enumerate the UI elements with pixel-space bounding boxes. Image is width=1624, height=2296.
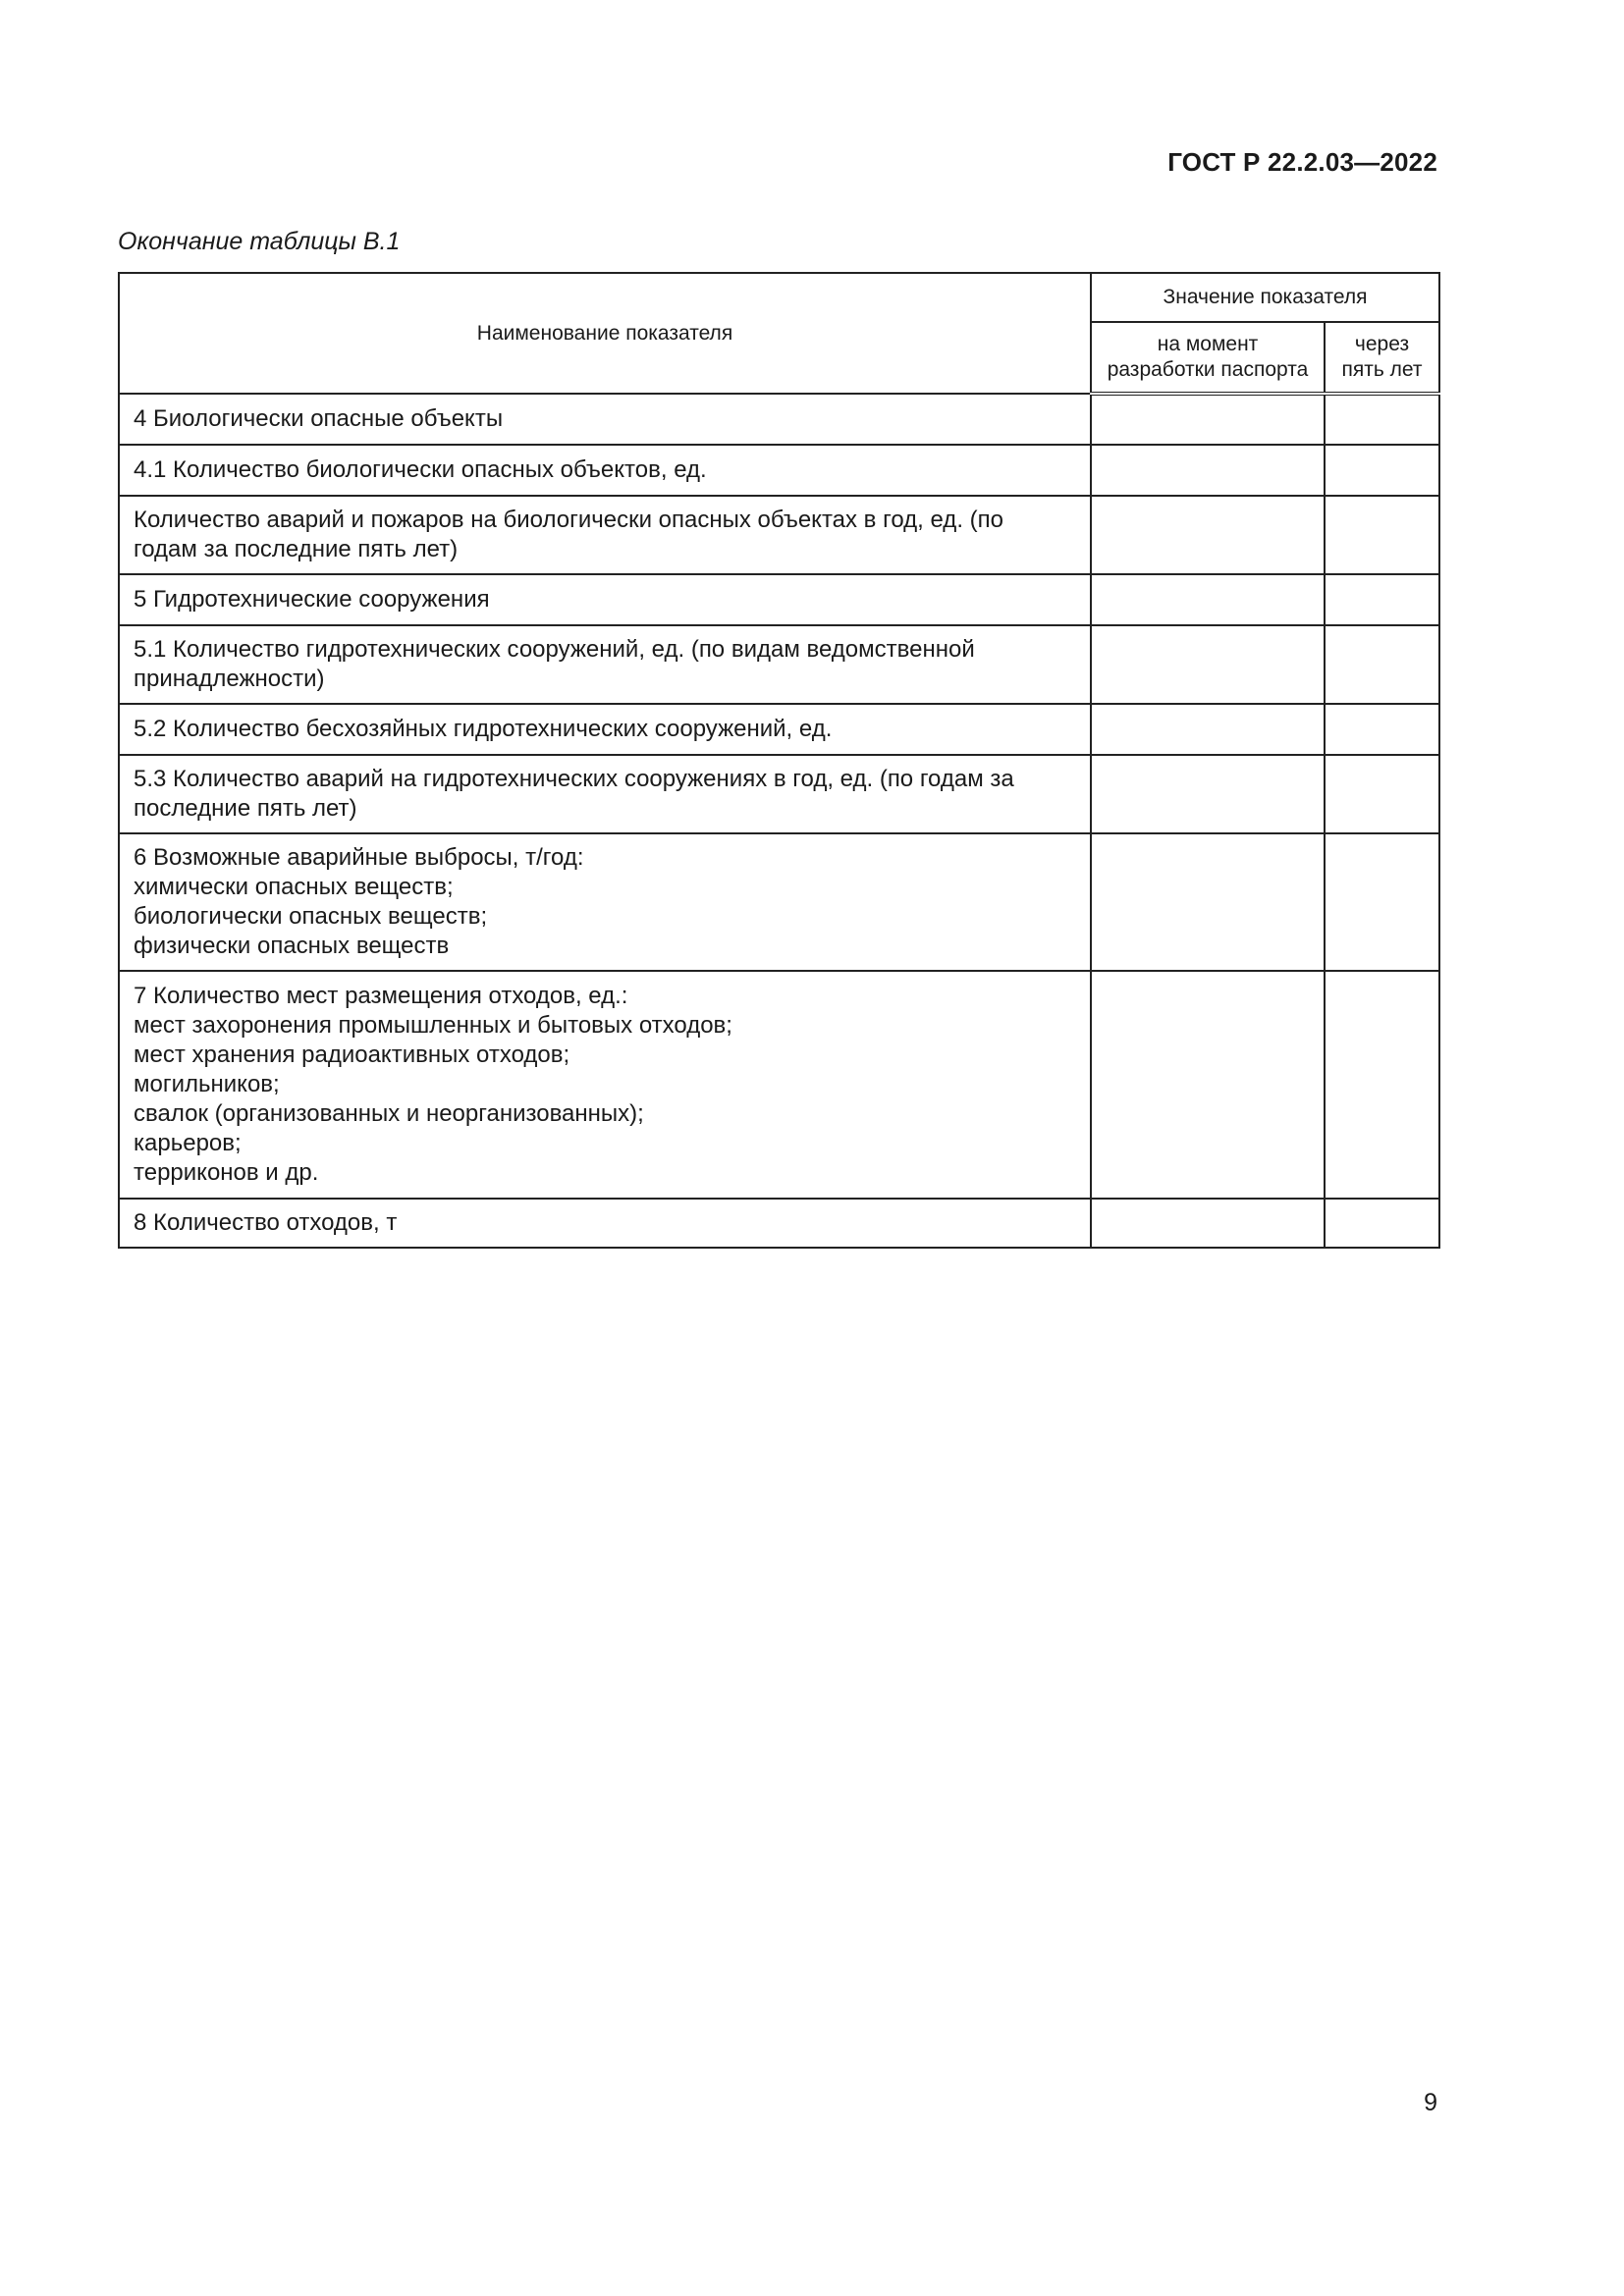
row-name-cell [119,971,1091,1199]
row-text-line: карьеров; [134,1130,242,1156]
row-text-line: мест хранения радиоактивных отходов; [134,1041,570,1068]
row-text-line: последние пять лет) [134,795,357,822]
table-row [119,574,1439,625]
value-cell-now [1091,971,1325,1199]
table-row [119,394,1439,445]
header-line: разработки паспорта [1107,358,1309,381]
row-name-cell [119,394,1091,445]
value-cell-now [1091,625,1325,704]
column-header-indicator-name: Наименование показателя [119,273,1091,394]
row-name-cell [119,1199,1091,1248]
document-code: ГОСТ Р 22.2.03—2022 [1167,147,1437,177]
row-text-line: 5.2 Количество бесхозяйных гидротехнических сооружений, ед. [134,716,833,742]
row-text-line: мест захоронения промышленных и бытовых отходов; [134,1012,732,1039]
value-cell-now [1091,833,1325,971]
row-text-line: химически опасных веществ; [134,874,454,900]
value-cell-now [1091,445,1325,496]
value-cell-now [1091,704,1325,755]
row-text-line: принадлежности) [134,666,325,692]
value-cell-five-years [1325,971,1439,1199]
row-text-line: свалок (организованных и неорганизованных); [134,1100,644,1127]
row-text-line: 7 Количество мест размещения отходов, ед.: [134,983,628,1009]
header-line: на момент [1157,333,1259,355]
value-cell-five-years [1325,496,1439,574]
value-cell-now [1091,1199,1325,1248]
row-name-cell [119,445,1091,496]
value-cell-five-years [1325,755,1439,833]
row-text-line: 5.3 Количество аварий на гидротехнических сооружениях в год, ед. (по годам за [134,766,1014,792]
table-row [119,833,1439,971]
row-text-line: 5 Гидротехнические сооружения [134,586,490,613]
row-text-line: физически опасных веществ [134,933,450,959]
table-row [119,625,1439,704]
row-text-line: биологически опасных веществ; [134,903,488,930]
table-row [119,755,1439,833]
row-text-line: 6 Возможные аварийные выбросы, т/год: [134,844,584,871]
value-cell-now [1091,755,1325,833]
value-cell-five-years [1325,445,1439,496]
table-caption: Окончание таблицы В.1 [118,228,401,255]
table-row [119,971,1439,1199]
value-cell-now [1091,394,1325,445]
header-line: через [1354,333,1410,355]
row-text-line: терриконов и др. [134,1159,319,1186]
row-name-cell [119,755,1091,833]
table-row [119,1199,1439,1248]
value-cell-now [1091,496,1325,574]
column-header-at-development [1091,322,1325,394]
table-row [119,704,1439,755]
row-name-cell [119,496,1091,574]
value-cell-five-years [1325,704,1439,755]
column-header-indicator-value: Значение показателя [1091,273,1439,322]
value-cell-five-years [1325,625,1439,704]
row-text-line: могильников; [134,1071,280,1097]
row-name-cell [119,574,1091,625]
row-name-cell [119,833,1091,971]
column-header-in-five-years [1325,322,1439,394]
row-text-line: годам за последние пять лет) [134,536,459,562]
row-name-cell [119,704,1091,755]
row-name-cell [119,625,1091,704]
value-cell-now [1091,574,1325,625]
row-text-line: 4.1 Количество биологически опасных объектов, ед. [134,456,707,483]
row-text-line: Количество аварий и пожаров на биологически опасных объектах в год, ед. (по [134,507,1003,533]
indicators-table [118,272,1440,1249]
table-row [119,496,1439,574]
page-number: 9 [1424,2089,1437,2116]
value-cell-five-years [1325,1199,1439,1248]
row-text-line: 4 Биологически опасные объекты [134,405,504,432]
value-cell-five-years [1325,833,1439,971]
value-cell-five-years [1325,394,1439,445]
table-row [119,445,1439,496]
value-cell-five-years [1325,574,1439,625]
row-text-line: 8 Количество отходов, т [134,1209,398,1236]
row-text-line: 5.1 Количество гидротехнических сооружений, ед. (по видам ведомственной [134,636,975,663]
header-line: пять лет [1341,358,1423,381]
